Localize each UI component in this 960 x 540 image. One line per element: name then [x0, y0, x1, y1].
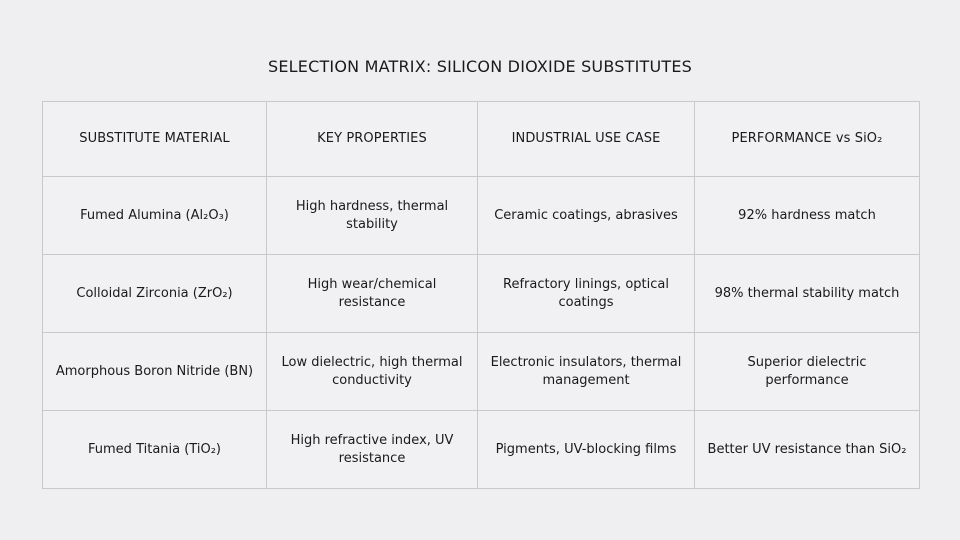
cell-performance: Better UV resistance than SiO₂ [695, 411, 920, 489]
header-performance: PERFORMANCE vs SiO₂ [695, 102, 920, 177]
cell-performance: Superior dielectric performance [695, 333, 920, 411]
table-row [43, 255, 920, 333]
cell-use-case: Electronic insulators, thermal management [478, 333, 695, 411]
header-substitute-material: SUBSTITUTE MATERIAL [43, 102, 267, 177]
cell-properties: High refractive index, UV resistance [267, 411, 478, 489]
table-row [43, 411, 920, 489]
cell-use-case: Refractory linings, optical coatings [478, 255, 695, 333]
table-row [43, 177, 920, 255]
cell-use-case: Pigments, UV-blocking films [478, 411, 695, 489]
table-header-row [43, 102, 920, 177]
cell-properties: High wear/chemical resistance [267, 255, 478, 333]
header-key-properties: KEY PROPERTIES [267, 102, 478, 177]
cell-material: Colloidal Zirconia (ZrO₂) [43, 255, 267, 333]
table-row [43, 333, 920, 411]
cell-properties: High hardness, thermal stability [267, 177, 478, 255]
cell-material: Fumed Titania (TiO₂) [43, 411, 267, 489]
cell-performance: 98% thermal stability match [695, 255, 920, 333]
cell-material: Amorphous Boron Nitride (BN) [43, 333, 267, 411]
selection-matrix-table [42, 101, 920, 489]
cell-performance: 92% hardness match [695, 177, 920, 255]
cell-properties: Low dielectric, high thermal conductivity [267, 333, 478, 411]
cell-use-case: Ceramic coatings, abrasives [478, 177, 695, 255]
cell-material: Fumed Alumina (Al₂O₃) [43, 177, 267, 255]
page-title: SELECTION MATRIX: SILICON DIOXIDE SUBSTITUTES [267, 57, 693, 76]
header-industrial-use-case: INDUSTRIAL USE CASE [478, 102, 695, 177]
